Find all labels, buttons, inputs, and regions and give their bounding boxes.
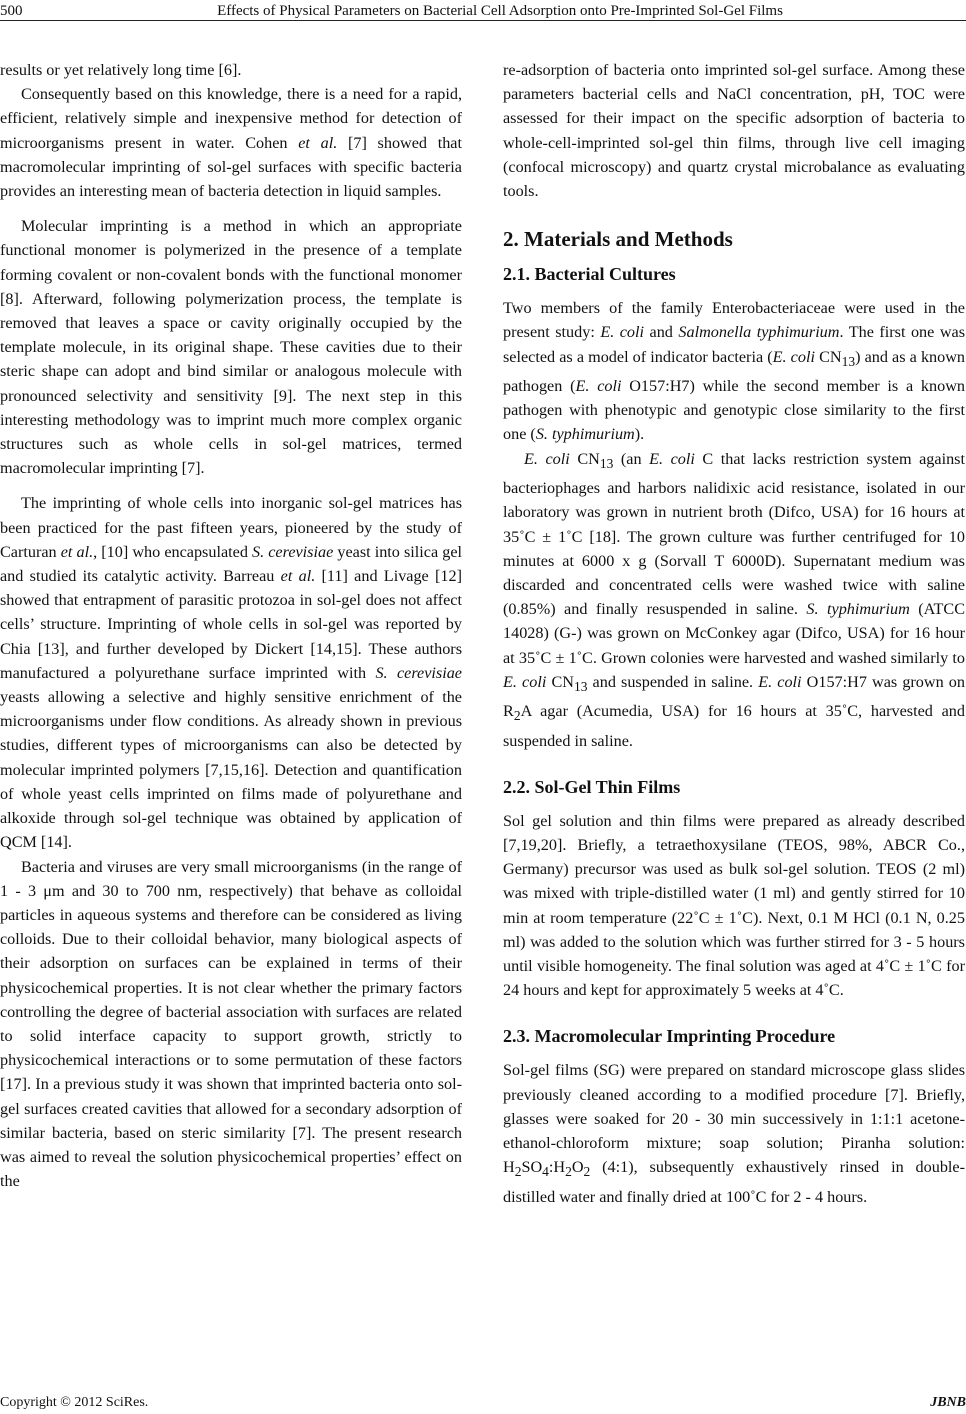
left-column xyxy=(0,58,462,1193)
paragraph: Molecular imprinting is a method in which an appropriate functional monomer is polymerized in the presence of a template forming covalent or non-covalent bonds with the functional monomer [8]. Afterward, following polymerization process, the template is removed that leaves a space or cavity originally occupied by the template molecule, in its original shape. These cavities due to their steric shape can adopt and bind similar or analogous molecule with pronounced selectivity and sensitivity [9]. The next step in this interesting methodology was to imprint much more complex organic structures such as whole cells in sol-gel matrices, termed macromolecular imprinting [7]. xyxy=(0,217,462,478)
journal-abbreviation: JBNB xyxy=(930,1395,966,1410)
running-title: Effects of Physical Parameters on Bacterial Cell Adsorption onto Pre-Imprinted Sol-Gel Films xyxy=(217,3,783,19)
page-number: 500 xyxy=(0,3,23,19)
paragraph: results or yet relatively long time [6]. xyxy=(0,61,242,79)
paragraph: Two members of the family Enterobacteriaceae were used in the present study: E. coli and Salmonella typhimurium. The first one was selected as a model of indicator bacteria (E. coli $CN_{13}$) and as a known pathogen (E. coli O157:H7) while the second member is a known pathogen with phenotypic and genotypic close similarity to the first one (S. typhimurium). xyxy=(503,299,966,444)
copyright-notice: Copyright © 2012 SciRes. xyxy=(0,1395,149,1410)
page-footer xyxy=(0,1394,966,1414)
header-rule xyxy=(0,20,966,21)
paragraph: re-adsorption of bacteria onto imprinted sol-gel surface. Among these parameters bacterial cells and NaCl concentration, pH, TOC were assessed for their impact on the specific adsorption of bacteria to whole-cell-imprinted sol-gel thin films, through live cell imaging (confocal microscopy) and quartz crystal microbalance as evaluating tools. xyxy=(503,61,965,201)
paragraph: The imprinting of whole cells into inorganic sol-gel matrices has been practiced for the past fifteen years, pioneered by the study of Carturan et al., [10] who encapsulated S. cerevisiae yeast into silica gel and studied its catalytic activity. Barreau et al. [11] and Livage [12] showed that entrapment of parasitic protozoa in sol-gel does not affect cells’ structure. Imprinting of whole cells in sol-gel was reported by Chia [13], and further developed by Dickert [14,15]. These authors manufactured a polyurethane surface imprinted with S. cerevisiae yeasts allowing a selective and highly sensitive enrichment of the microorganisms under flow conditions. As already shown in previous studies, different types of microorganisms can also be detected by molecular imprinted polymers [7,15,16]. Detection and quantification of whole yeast cells imprinted on films made of polyurethane and alkoxide through sol-gel technique was obtained by application of QCM [14]. xyxy=(0,494,463,852)
right-column xyxy=(503,58,965,1209)
running-header xyxy=(0,0,966,20)
paragraph: Sol gel solution and thin films were prepared as already described [7,19,20]. Briefly, a tetraethoxysilane (TEOS, 98%, ABCR Co., Germany) precursor was used as bulk sol-gel solution. TEOS (2 ml) was mixed with triple-distilled water (1 ml) and gently stirred for 10 min at room temperature (22˚C ± 1˚C). Next, 0.1 M HCl (0.1 N, 0.25 ml) was added to the solution which was further stirred for 3 - 5 hours until visible homogeneity. The final solution was aged at 4˚C ± 1˚C for 24 hours and kept for approximately 5 weeks at 4˚C. xyxy=(503,811,965,1000)
paragraph: Sol-gel films (SG) were prepared on standard microscope glass slides previously cleaned according to a modified procedure [7]. Briefly, glasses were soaked for 20 - 30 min successively in 1:1:1 acetone-ethanol-chloroform mixture; soap solution; Piranha solution: $H_2SO_4:H_2O_2$ (4:1), subsequently exhaustively rinsed in double-distilled water and finally dried at 100˚C for 2 - 4 hours. xyxy=(503,1061,965,1206)
paragraph: E. coli $CN_{13}$ (an E. coli C that lacks restriction system against bacteriophages and harbors nalidixic acid resistance, isolated in our laboratory was grown in nutrient broth (Difco, USA) for 16 hours at 35˚C ± 1˚C [18]. The grown culture was further centrifuged for 10 minutes at 6000 x g (Sorvall T 6000D). Supernatant medium was discarded and concentrated cells were washed twice with saline (0.85%) and finally resuspended in saline. S. typhimurium (ATCC 14028) (G-) was grown on McConkey agar (Difco, USA) for 16 hour at 35˚C ± 1˚C. Grown colonies were harvested and washed similarly to E. coli $CN_{13}$ and suspended in saline. E. coli O157:H7 was grown on $R_2A$ agar (Acumedia, USA) for 16 hours at 35˚C, harvested and suspended in saline. xyxy=(503,449,965,750)
paragraph: Bacteria and viruses are very small microorganisms (in the range of 1 - 3 μm and 30 to 700 nm, respectively) that behave as colloidal particles in aqueous systems and therefore can be considered as living colloids. Due to their colloidal behavior, many biological aspects of their adsorption on surfaces can be explained in terms of their physicochemical properties. It is not clear whether the primary factors controlling the degree of bacterial association with surfaces are related to solid interface capacity to support growth, strictly to physicochemical interactions or to some permutation of these factors [17]. In a previous study it was shown that imprinted bacteria onto sol-gel surfaces created cavities that allowed for a secondary adsorption of similar bacteria, based on steric similarity [7]. The present research was aimed to reveal the solution physicochemical properties’ effect on the xyxy=(0,857,462,1191)
subsection-heading: 2.3. Macromolecular Imprinting Procedure xyxy=(503,1026,836,1047)
subsection-heading: 2.2. Sol-Gel Thin Films xyxy=(503,776,681,797)
subsection-heading: 2.1. Bacterial Cultures xyxy=(503,264,676,285)
section-heading: 2. Materials and Methods xyxy=(503,227,733,252)
paragraph: Consequently based on this knowledge, there is a need for a rapid, efficient, relatively simple and inexpensive method for detection of microorganisms present in water. Cohen et al. [7] showed that macromolecular imprinting of sol-gel surfaces with specific bacteria provides an interesting mean of bacteria detection in liquid samples. xyxy=(0,85,462,201)
